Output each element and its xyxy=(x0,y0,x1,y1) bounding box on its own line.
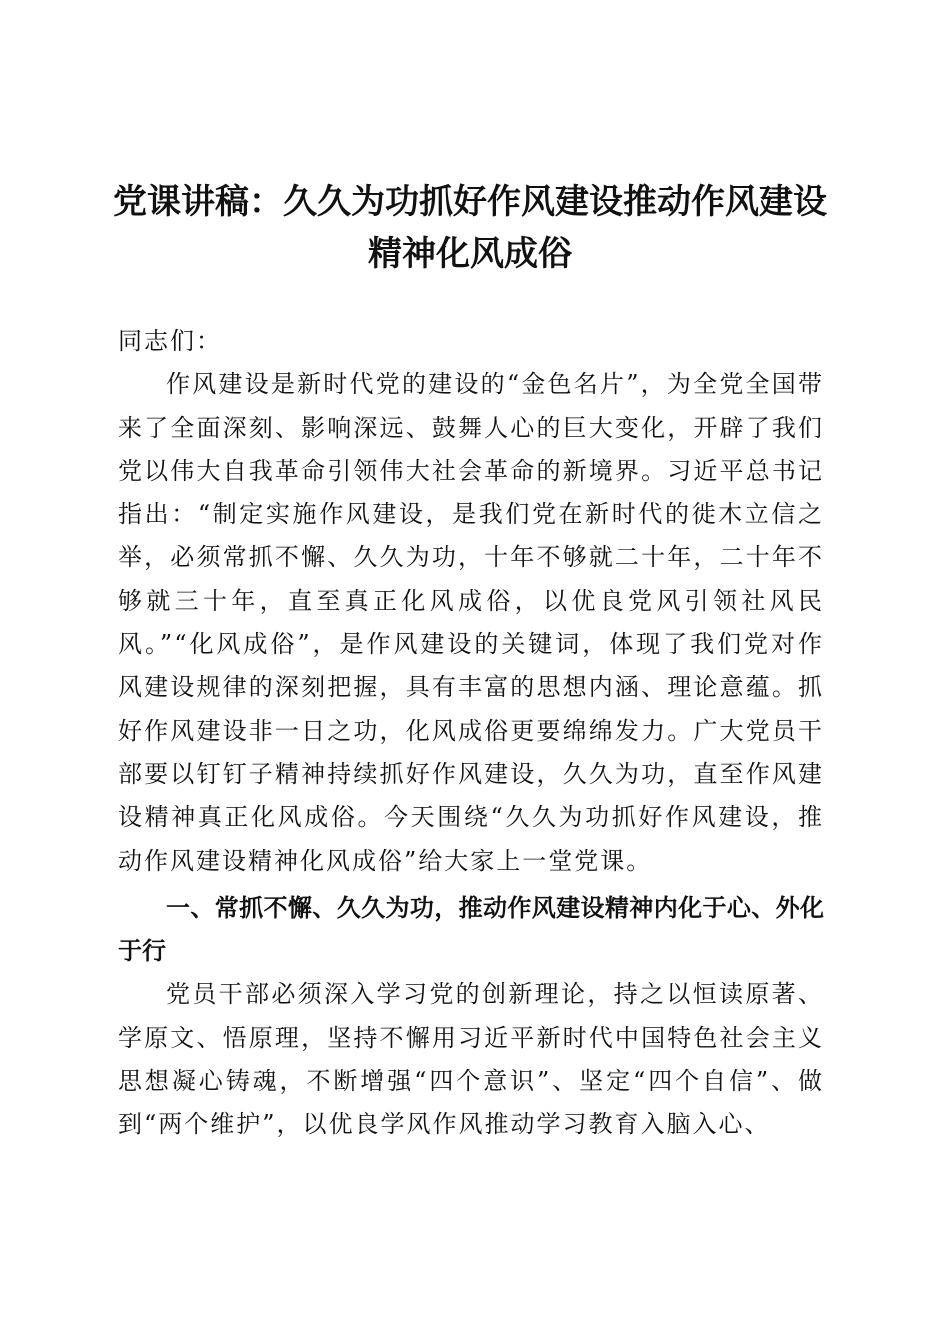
document-title: 党课讲稿：久久为功抓好作风建设推动作风建设精神化风成俗 xyxy=(113,182,827,274)
salutation: 同志们： xyxy=(118,327,222,355)
intro-paragraph: 作风建设是新时代党的建设的“金色名片”，为全党全国带来了全面深刻、影响深远、鼓舞人心的巨大变化，开辟了我们党以伟大自我革命引领伟大社会革命的新境界。习近平总书记指出：“制定实施作风建设，是我们党在新时代的徙木立信之举，必须常抓不懈、久久为功，十年不够就二十年，二十年不够就三十年，直至真正化风成俗，以优良党风引领社风民风。”“化风成俗”，是作风建设的关键词，体现了我们党对作风建设规律的深刻把握，具有丰富的思想内涵、理论意蕴。抓好作风建设非一日之功，化风成俗更要绵绵发力。广大党员干部要以钉钉子精神持续抓好作风建设，久久为功，直至作风建设精神真正化风成俗。今天围绕“久久为功抓好作风建设，推动作风建设精神化风成俗”给大家上一堂党课。 xyxy=(118,370,824,875)
document-body xyxy=(118,320,824,1147)
section-paragraph: 党员干部必须深入学习党的创新理论，持之以恒读原著、学原文、悟原理，坚持不懈用习近平新时代中国特色社会主义思想凝心铸魂，不断增强“四个意识”、坚定“四个自信”、做到“两个维护”，以优良学风作风推动学习教育入脑入心、 xyxy=(118,980,824,1139)
section-heading: 一、常抓不懈、久久为功，推动作风建设精神内化于心、外化于行 xyxy=(118,893,824,966)
